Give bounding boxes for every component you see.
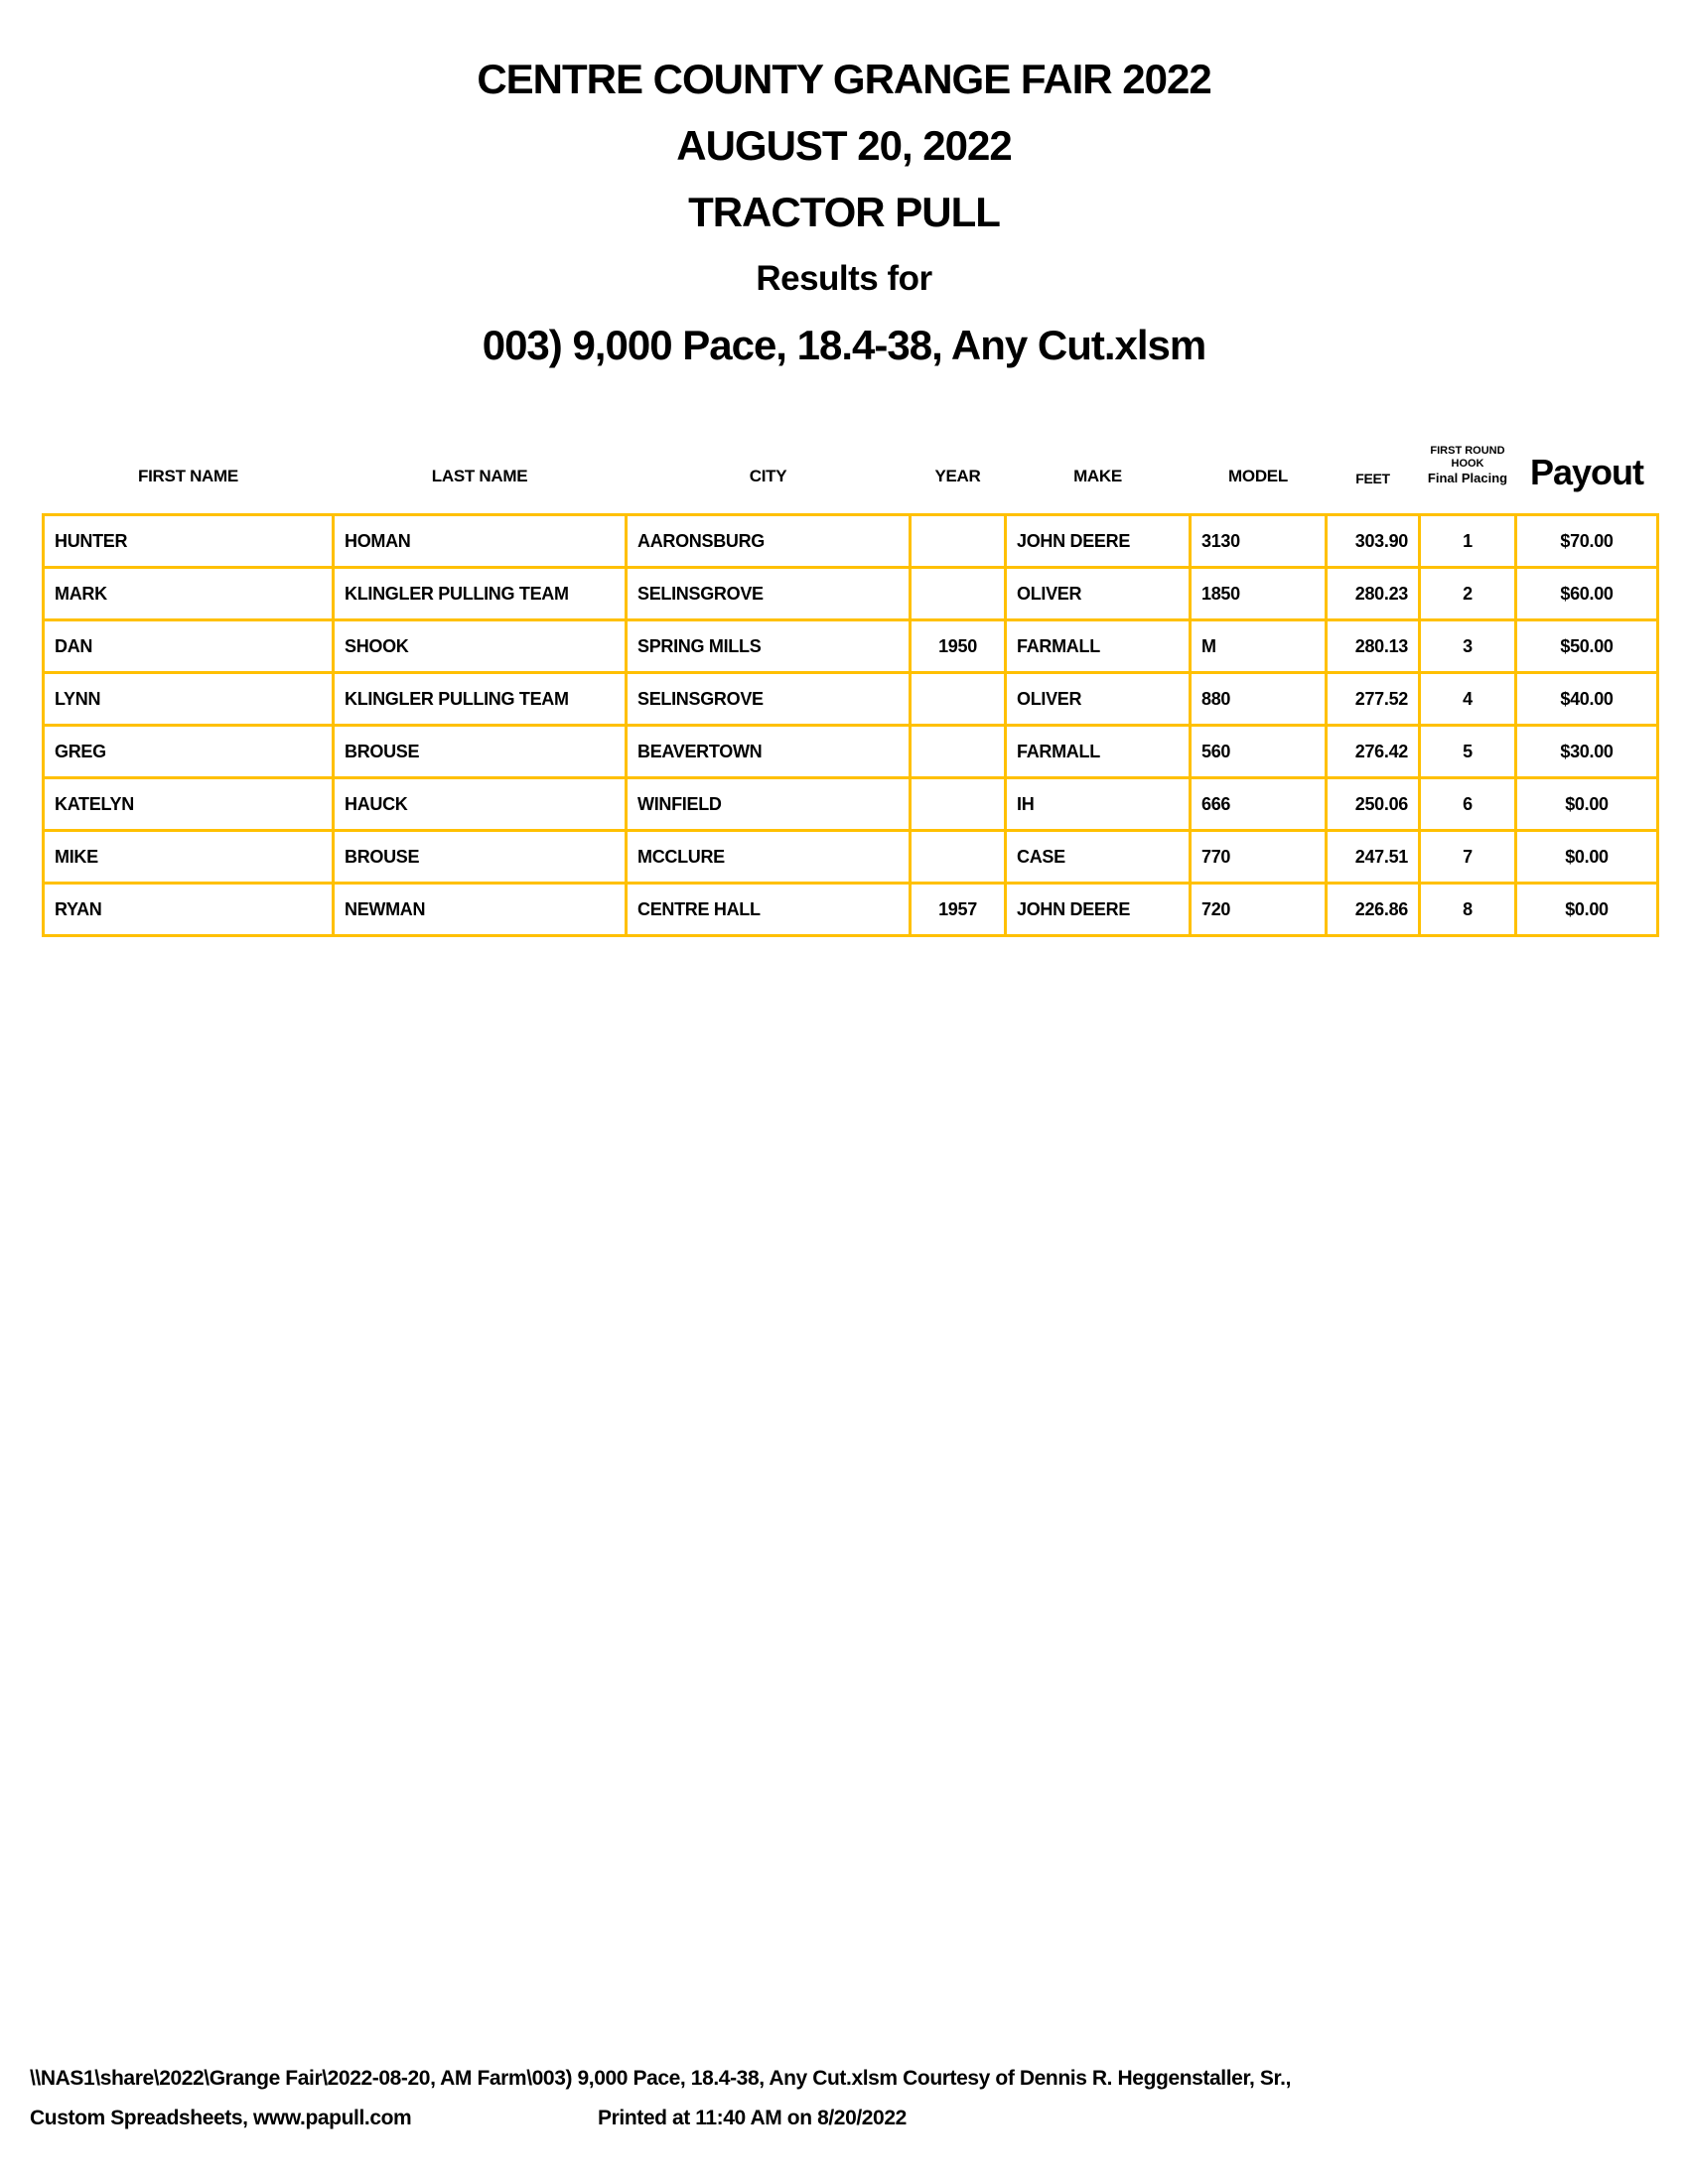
- title-block: [0, 58, 1688, 390]
- class-file-title: 003) 9,000 Pace, 18.4-38, Any Cut.xlsm: [482, 322, 1206, 368]
- cell-make: OLIVER: [1006, 568, 1191, 620]
- cell-model: M: [1191, 620, 1327, 673]
- cell-model: 880: [1191, 673, 1327, 726]
- cell-model: 3130: [1191, 515, 1327, 568]
- cell-last-name: SHOOK: [334, 620, 627, 673]
- cell-last-name: BROUSE: [334, 726, 627, 778]
- cell-final-placing: 1: [1420, 515, 1516, 568]
- cell-last-name: KLINGLER PULLING TEAM: [334, 673, 627, 726]
- header-last-name: LAST NAME: [431, 467, 528, 485]
- cell-final-placing: 2: [1420, 568, 1516, 620]
- table-row: [44, 884, 1658, 936]
- table-row: [44, 515, 1658, 568]
- cell-first-name: KATELYN: [44, 778, 334, 831]
- header-city: CITY: [749, 467, 787, 485]
- cell-feet: 276.42: [1327, 726, 1420, 778]
- event-title: CENTRE COUNTY GRANGE FAIR 2022: [477, 56, 1211, 102]
- results-table-body: [44, 515, 1658, 936]
- header-hook-line3: Final Placing: [1427, 471, 1508, 485]
- cell-final-placing: 6: [1420, 778, 1516, 831]
- header-hook-line1: FIRST ROUND: [1430, 445, 1505, 457]
- cell-city: MCCLURE: [627, 831, 911, 884]
- cell-make: IH: [1006, 778, 1191, 831]
- footer-line2: [30, 2107, 1678, 2132]
- cell-city: AARONSBURG: [627, 515, 911, 568]
- cell-final-placing: 5: [1420, 726, 1516, 778]
- cell-feet: 247.51: [1327, 831, 1420, 884]
- cell-feet: 277.52: [1327, 673, 1420, 726]
- cell-city: SELINSGROVE: [627, 673, 911, 726]
- results-for-label: Results for: [756, 259, 932, 298]
- header-make: MAKE: [1073, 467, 1122, 485]
- footer-spreadsheet-credit: Custom Spreadsheets, www.papull.com: [30, 2107, 412, 2129]
- header-first-name: FIRST NAME: [138, 467, 238, 485]
- cell-city: BEAVERTOWN: [627, 726, 911, 778]
- table-row: [44, 831, 1658, 884]
- cell-feet: 280.23: [1327, 568, 1420, 620]
- cell-year: [911, 515, 1006, 568]
- cell-payout: $60.00: [1516, 568, 1658, 620]
- cell-model: 666: [1191, 778, 1327, 831]
- cell-feet: 303.90: [1327, 515, 1420, 568]
- cell-make: FARMALL: [1006, 620, 1191, 673]
- cell-payout: $50.00: [1516, 620, 1658, 673]
- header-first-round-hook: [1420, 445, 1516, 515]
- table-header-row: [44, 445, 1658, 515]
- table-row: [44, 568, 1658, 620]
- cell-feet: 250.06: [1327, 778, 1420, 831]
- cell-model: 1850: [1191, 568, 1327, 620]
- cell-payout: $0.00: [1516, 884, 1658, 936]
- cell-year: [911, 778, 1006, 831]
- cell-make: JOHN DEERE: [1006, 515, 1191, 568]
- cell-payout: $70.00: [1516, 515, 1658, 568]
- cell-year: [911, 726, 1006, 778]
- cell-last-name: KLINGLER PULLING TEAM: [334, 568, 627, 620]
- cell-model: 560: [1191, 726, 1327, 778]
- footer-printed-timestamp: Printed at 11:40 AM on 8/20/2022: [598, 2107, 907, 2129]
- cell-payout: $30.00: [1516, 726, 1658, 778]
- event-type: TRACTOR PULL: [688, 189, 1000, 235]
- cell-year: [911, 673, 1006, 726]
- cell-first-name: LYNN: [44, 673, 334, 726]
- cell-last-name: HAUCK: [334, 778, 627, 831]
- cell-last-name: HOMAN: [334, 515, 627, 568]
- cell-payout: $40.00: [1516, 673, 1658, 726]
- cell-make: JOHN DEERE: [1006, 884, 1191, 936]
- cell-year: [911, 568, 1006, 620]
- cell-last-name: NEWMAN: [334, 884, 627, 936]
- results-table: [42, 445, 1659, 937]
- cell-first-name: DAN: [44, 620, 334, 673]
- table-row: [44, 778, 1658, 831]
- cell-first-name: MARK: [44, 568, 334, 620]
- page-footer: [30, 2067, 1678, 2132]
- cell-year: [911, 831, 1006, 884]
- cell-feet: 226.86: [1327, 884, 1420, 936]
- cell-feet: 280.13: [1327, 620, 1420, 673]
- cell-final-placing: 8: [1420, 884, 1516, 936]
- footer-file-path: \\NAS1\share\2022\Grange Fair\2022-08-20, AM Farm\003) 9,000 Pace, 18.4-38, Any Cut.xlsm Courtesy of Dennis R. Heggenstaller, Sr.,: [30, 2067, 1292, 2090]
- cell-year: 1950: [911, 620, 1006, 673]
- cell-model: 770: [1191, 831, 1327, 884]
- cell-final-placing: 3: [1420, 620, 1516, 673]
- cell-final-placing: 7: [1420, 831, 1516, 884]
- table-row: [44, 726, 1658, 778]
- cell-final-placing: 4: [1420, 673, 1516, 726]
- cell-make: CASE: [1006, 831, 1191, 884]
- cell-first-name: RYAN: [44, 884, 334, 936]
- header-feet: FEET: [1355, 471, 1390, 486]
- cell-last-name: BROUSE: [334, 831, 627, 884]
- table-row: [44, 673, 1658, 726]
- event-date: AUGUST 20, 2022: [676, 122, 1012, 169]
- header-year: YEAR: [934, 467, 981, 485]
- header-payout: Payout: [1529, 452, 1644, 492]
- cell-city: SELINSGROVE: [627, 568, 911, 620]
- cell-payout: $0.00: [1516, 778, 1658, 831]
- cell-city: SPRING MILLS: [627, 620, 911, 673]
- cell-first-name: GREG: [44, 726, 334, 778]
- cell-year: 1957: [911, 884, 1006, 936]
- header-hook-line2: HOOK: [1451, 458, 1484, 470]
- cell-payout: $0.00: [1516, 831, 1658, 884]
- cell-make: OLIVER: [1006, 673, 1191, 726]
- header-model: MODEL: [1228, 467, 1288, 485]
- cell-model: 720: [1191, 884, 1327, 936]
- cell-first-name: HUNTER: [44, 515, 334, 568]
- cell-city: CENTRE HALL: [627, 884, 911, 936]
- cell-city: WINFIELD: [627, 778, 911, 831]
- table-row: [44, 620, 1658, 673]
- cell-make: FARMALL: [1006, 726, 1191, 778]
- cell-first-name: MIKE: [44, 831, 334, 884]
